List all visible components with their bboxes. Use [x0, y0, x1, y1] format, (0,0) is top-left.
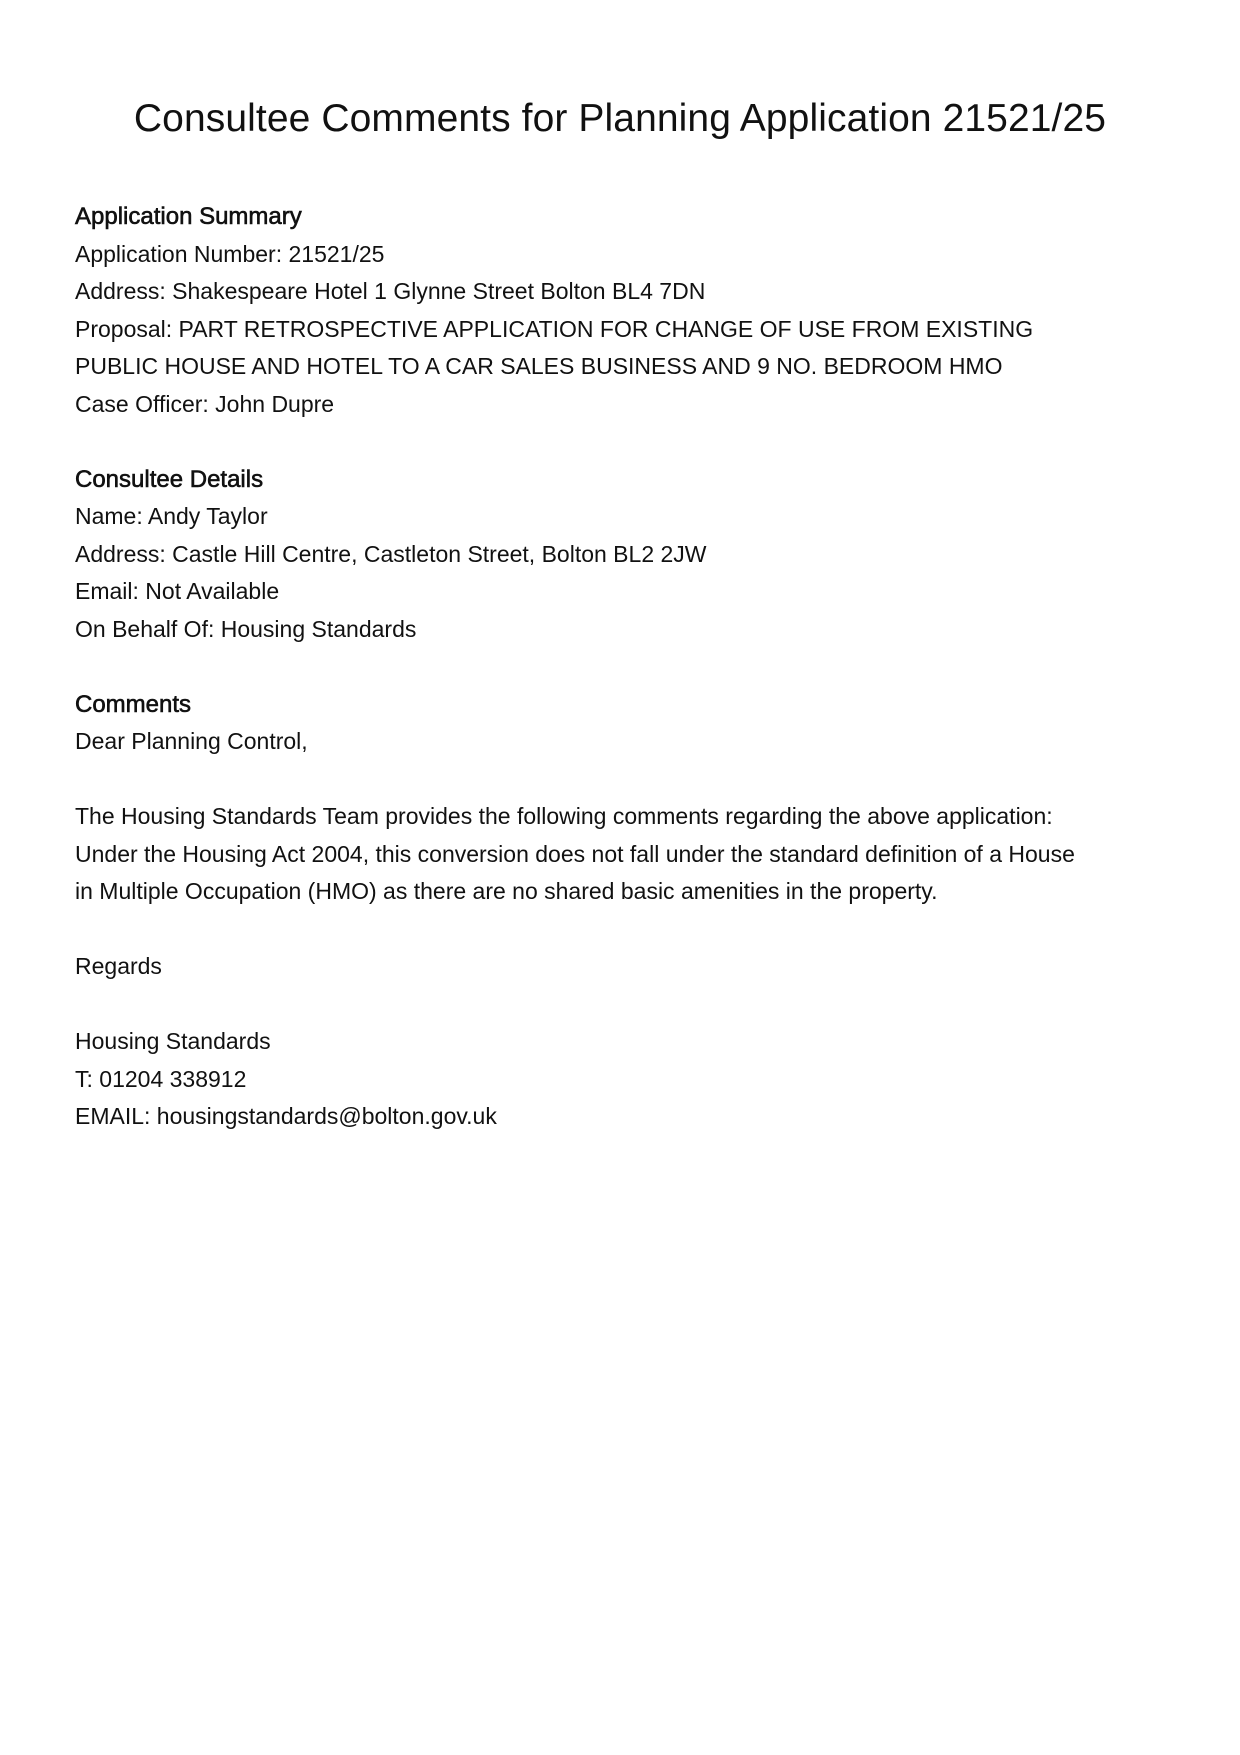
document-body	[75, 198, 1185, 1136]
comments-salutation: Dear Planning Control,	[75, 728, 308, 754]
signature-team: Housing Standards	[75, 1028, 271, 1054]
consultee-name: Name: Andy Taylor	[75, 503, 268, 529]
application-number: Application Number: 21521/25	[75, 240, 385, 267]
paragraph-spacer	[75, 761, 1185, 799]
signature-phone: T: 01204 338912	[75, 1065, 247, 1092]
comments-heading: Comments	[75, 690, 192, 718]
consultee-details-heading: Consultee Details	[75, 465, 264, 493]
proposal-line-2: PUBLIC HOUSE AND HOTEL TO A CAR SALES BUSINESS AND 9 NO. BEDROOM HMO	[75, 353, 1003, 379]
application-summary-heading: Application Summary	[75, 203, 302, 230]
comments-section	[75, 686, 1185, 1136]
paragraph-spacer	[75, 986, 1185, 1024]
consultee-details-section	[75, 461, 1185, 649]
page-title: Consultee Comments for Planning Application 21521/25	[133, 97, 1107, 140]
application-address: Address: Shakespeare Hotel 1 Glynne Street Bolton BL4 7DN	[75, 278, 706, 304]
application-summary-section	[75, 198, 1185, 423]
proposal-line-1: Proposal: PART RETROSPECTIVE APPLICATION FOR CHANGE OF USE FROM EXISTING	[75, 315, 1034, 342]
comments-sign-off: Regards	[75, 953, 162, 979]
comments-body-line-3: in Multiple Occupation (HMO) as there are no shared basic amenities in the property.	[75, 878, 938, 904]
case-officer: Case Officer: John Dupre	[75, 390, 335, 417]
paragraph-spacer	[75, 911, 1185, 949]
consultee-email: Email: Not Available	[75, 578, 280, 604]
comments-body-line-1: The Housing Standards Team provides the following comments regarding the above application:	[75, 803, 1053, 829]
signature-email: EMAIL: housingstandards@bolton.gov.uk	[75, 1103, 497, 1129]
consultee-on-behalf-of: On Behalf Of: Housing Standards	[75, 615, 417, 642]
comments-body-line-2: Under the Housing Act 2004, this conversion does not fall under the standard definition of a House	[75, 840, 1075, 867]
consultee-address: Address: Castle Hill Centre, Castleton Street, Bolton BL2 2JW	[75, 540, 707, 567]
